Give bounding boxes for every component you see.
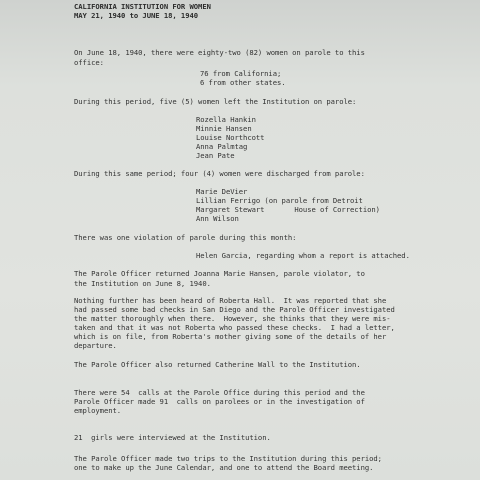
paragraph-line: employment. — [74, 406, 122, 415]
list-item: Marie DeVier — [196, 187, 248, 196]
parole-count-intro-cont: office: — [74, 58, 104, 67]
paragraph-line: had passed some bad checks in San Diego and the Parole Officer investigated — [74, 305, 395, 314]
paragraph-line: one to make up the June Calendar, and one to attend the Board meeting. — [74, 463, 374, 472]
paragraph-returned-wall: The Parole Officer also returned Catherine Wall to the Institution. — [74, 360, 361, 369]
paragraph-line: taken and that it was not Roberta who passed these checks. I had a letter, — [74, 323, 395, 332]
list-item: Louise Northcott — [196, 133, 265, 142]
list-item: Anna Palmtag — [196, 142, 248, 151]
list-item: Rozella Hankin — [196, 115, 256, 124]
violation-detail: Helen Garcia, regarding whom a report is attached. — [196, 251, 410, 260]
paragraph-line: departure. — [74, 341, 117, 350]
discharged-intro: During this same period; four (4) women were discharged from parole: — [74, 169, 365, 178]
list-item: Lillian Ferrigo (on parole from Detroit — [196, 196, 363, 205]
violation-intro: There was one violation of parole during this month: — [74, 233, 297, 242]
parole-count-intro: On June 18, 1940, there were eighty-two (82) women on parole to this — [74, 48, 365, 57]
paragraph-line: There were 54 calls at the Parole Office during this period and the — [74, 388, 365, 397]
header-institution: CALIFORNIA INSTITUTION FOR WOMEN — [74, 2, 211, 11]
paragraph-line: Parole Officer made 91 calls on parolees or in the investigation of — [74, 397, 365, 406]
header-date-range: MAY 21, 1940 to JUNE 18, 1940 — [74, 11, 199, 20]
paragraph-line: The Parole Officer made two trips to the Institution during this period; — [74, 454, 382, 463]
left-institution-intro: During this period, five (5) women left the Institution on parole: — [74, 97, 357, 106]
list-item: Jean Pate — [196, 151, 235, 160]
parole-from-other-states: 6 from other states. — [200, 78, 286, 87]
list-item: Minnie Hansen — [196, 124, 252, 133]
paragraph-interviewed: 21 girls were interviewed at the Institution. — [74, 433, 271, 442]
paragraph-returned-hansen: The Parole Officer returned Joanna Marie Hansen, parole violator, to — [74, 269, 365, 278]
parole-from-california: 76 from California; — [200, 69, 282, 78]
paragraph-returned-hansen-cont: the Institution on June 8, 1940. — [74, 279, 211, 288]
list-item: Ann Wilson — [196, 214, 239, 223]
paragraph-line: Nothing further has been heard of Roberta Hall. It was reported that she — [74, 296, 387, 305]
paragraph-line: which is on file, from Roberta's mother giving some of the details of her — [74, 332, 387, 341]
list-item: Margaret Stewart House of Correction) — [196, 205, 380, 214]
paragraph-line: the matter thoroughly when there. However, she thinks that they were mis- — [74, 314, 391, 323]
